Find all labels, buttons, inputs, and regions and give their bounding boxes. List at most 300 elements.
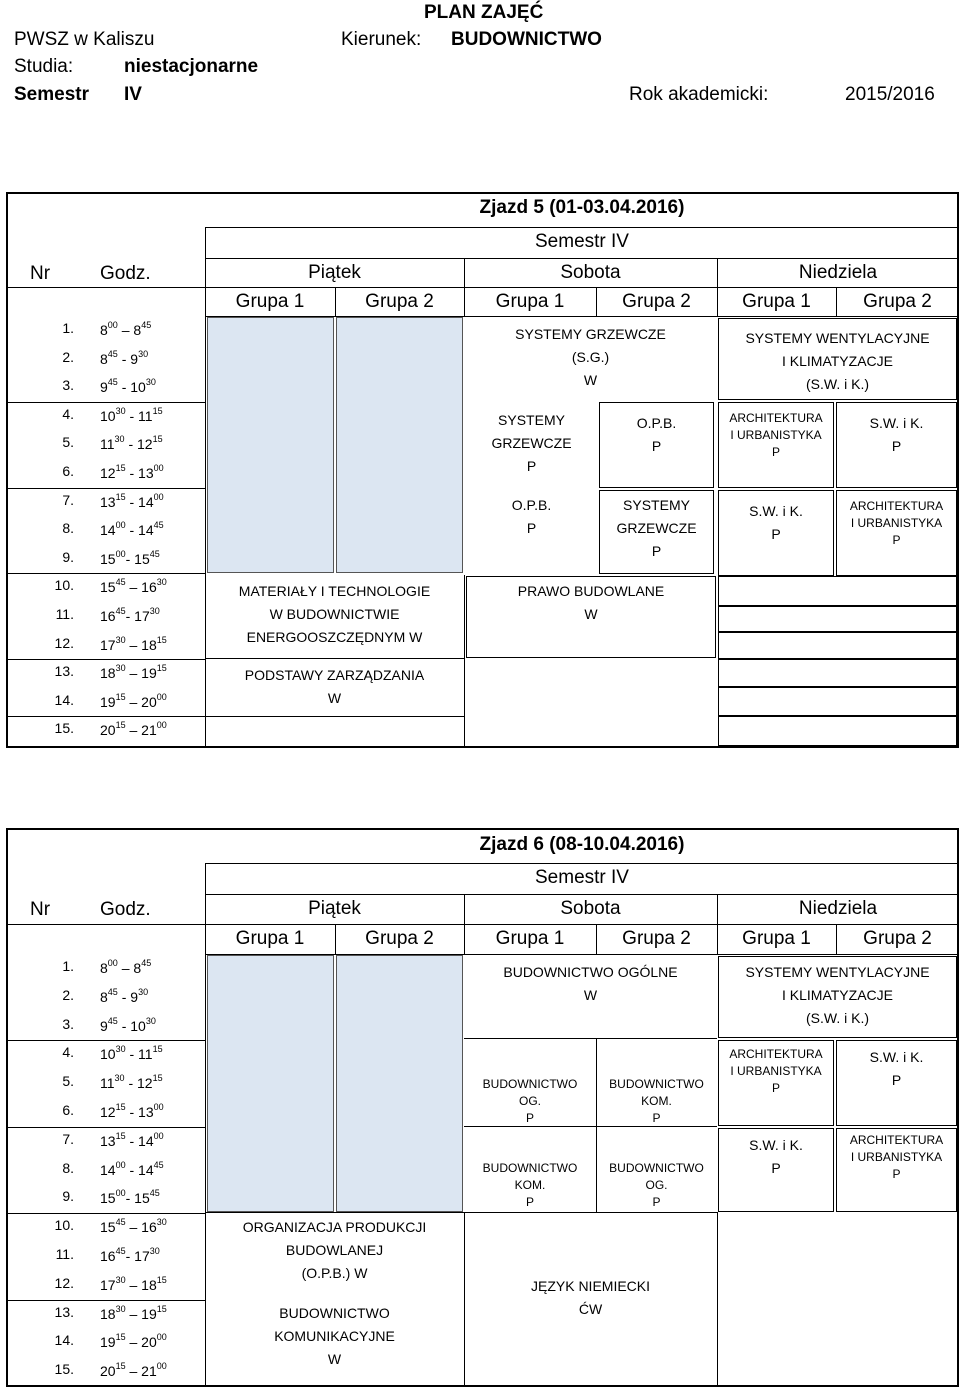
class-line: P <box>651 438 662 454</box>
class-line: GRZEWCZE <box>491 435 572 451</box>
time-part: 15 <box>100 1219 116 1236</box>
class-line: P <box>652 1195 661 1209</box>
time-part: 20 <box>141 693 157 710</box>
time-part: 17 <box>100 636 116 653</box>
time-part: 45 <box>153 1159 164 1170</box>
time-part: 45 <box>115 577 126 588</box>
class-line: JĘZYK NIEMIECKI <box>530 1278 651 1294</box>
class-line: W <box>327 690 342 706</box>
group-header: Grupa 1 <box>495 291 565 312</box>
time-part: 30 <box>145 377 156 388</box>
time-part: 16 <box>100 608 116 624</box>
group-header: Grupa 2 <box>622 291 691 312</box>
time-part: 00 <box>156 691 167 702</box>
class-line: KOMUNIKACYJNE <box>274 1328 395 1344</box>
time-part: - <box>125 1190 135 1207</box>
class-line: P <box>771 445 780 459</box>
class-line: KOM. <box>641 1094 672 1108</box>
empty-slot <box>718 632 957 659</box>
semester-heading: Semestr IV <box>535 231 629 252</box>
class-block <box>596 1076 717 1127</box>
group-header: Grupa 2 <box>863 291 932 312</box>
class-line: W <box>583 987 598 1003</box>
class-line: P <box>525 1111 534 1125</box>
time-part: – <box>117 960 134 976</box>
row-number: 2. <box>62 348 74 365</box>
time-part: 15 <box>134 550 150 567</box>
row-time <box>100 1304 167 1322</box>
time-part: 11 <box>138 407 153 424</box>
time-part: - <box>117 988 131 1005</box>
time-part: 15 <box>152 405 163 416</box>
time-part: 15 <box>100 550 116 567</box>
row-number: 1. <box>62 320 74 336</box>
time-part: 14 <box>100 1161 116 1178</box>
time-part: 00 <box>153 1130 164 1141</box>
time-part: 15 <box>115 1361 126 1372</box>
row-time <box>100 492 164 510</box>
empty-slot <box>336 955 463 1212</box>
time-part: 00 <box>115 1159 126 1170</box>
class-block <box>718 410 834 461</box>
class-line: MATERIAŁY I TECHNOLOGIE <box>238 583 431 599</box>
divider <box>6 573 205 574</box>
time-part: – <box>125 1276 142 1293</box>
class-block <box>718 1134 834 1180</box>
time-part: - <box>125 407 139 424</box>
class-line: P <box>526 458 537 474</box>
time-part: 17 <box>134 608 150 624</box>
time-part: - <box>125 1161 139 1178</box>
row-number: 12. <box>54 1274 74 1291</box>
class-block <box>464 323 717 392</box>
class-block <box>205 1216 464 1285</box>
row-time <box>100 1102 164 1120</box>
class-block <box>205 580 464 649</box>
row-time <box>100 1275 167 1293</box>
class-line: I URBANISTYKA <box>730 428 822 442</box>
divider <box>6 402 205 403</box>
divider <box>6 1300 205 1301</box>
time-part: 12 <box>100 1104 116 1120</box>
time-part: - <box>125 1104 139 1120</box>
time-part: 45 <box>115 1217 126 1228</box>
class-line: SYSTEMY <box>623 497 690 513</box>
zjazd-title: Zjazd 6 (08-10.04.2016) <box>479 834 685 855</box>
time-part: 18 <box>100 665 116 682</box>
semestr-value: IV <box>124 84 142 105</box>
time-part: – <box>117 322 134 338</box>
class-line: GRZEWCZE <box>616 520 697 536</box>
time-part: 45 <box>107 1015 118 1026</box>
time-part: 19 <box>100 693 116 710</box>
class-block <box>464 961 717 1007</box>
zjazd-title: Zjazd 5 (01-03.04.2016) <box>479 197 685 218</box>
row-number: 10. <box>54 577 74 594</box>
time-part: 45 <box>107 377 118 388</box>
time-part: 19 <box>100 1334 116 1351</box>
row-number: 4. <box>62 405 74 422</box>
row-time <box>100 1188 160 1206</box>
row-number: 13. <box>54 663 74 680</box>
class-line: OG. <box>518 1094 541 1108</box>
row-number: 11. <box>55 1246 74 1262</box>
time-part: – <box>125 665 142 682</box>
group-header: Grupa 1 <box>235 291 305 312</box>
row-time <box>100 349 148 367</box>
time-part: 11 <box>138 1046 153 1063</box>
time-part: 15 <box>115 463 126 473</box>
row-number: 7. <box>62 491 74 508</box>
time-part: 12 <box>137 436 153 453</box>
time-part: - <box>125 1248 135 1264</box>
row-time <box>100 577 167 595</box>
time-part: 21 <box>141 1363 157 1380</box>
time-part: 15 <box>156 1303 167 1314</box>
class-line: I KLIMATYZACJE <box>782 353 893 369</box>
class-line: (S.W. i K.) <box>806 1010 869 1026</box>
group-header: Grupa 1 <box>495 928 565 949</box>
divider <box>6 924 959 925</box>
time-part: 9 <box>130 988 139 1005</box>
time-part: 30 <box>149 1246 160 1256</box>
class-line: S.W. i K. <box>749 503 803 519</box>
class-line: P <box>526 520 537 536</box>
row-time <box>100 635 167 653</box>
time-part: 15 <box>152 434 163 445</box>
time-part: - <box>125 522 139 539</box>
class-block <box>836 1132 957 1183</box>
row-number: 10. <box>54 1217 74 1234</box>
class-line: P <box>525 1195 534 1209</box>
row-time <box>100 520 164 538</box>
row-number: 4. <box>62 1044 74 1061</box>
time-part: 00 <box>115 548 126 559</box>
time-part: 13 <box>100 493 116 510</box>
class-line: P <box>771 526 781 542</box>
time-part: 14 <box>138 522 154 539</box>
class-line: SYSTEMY <box>498 412 565 428</box>
time-part: 17 <box>134 1248 150 1264</box>
time-part: 8 <box>100 322 108 338</box>
empty-slot <box>718 606 957 632</box>
row-time <box>100 1361 167 1379</box>
divider <box>205 1212 464 1213</box>
divider <box>205 658 464 659</box>
class-line: P <box>771 1160 781 1176</box>
time-part: 45 <box>141 320 152 330</box>
class-block <box>464 1076 596 1127</box>
class-block <box>836 1046 957 1092</box>
time-part: 00 <box>156 720 167 731</box>
row-number: 2. <box>62 986 74 1003</box>
time-part: 8 <box>100 988 108 1005</box>
godz-header: Godz. <box>100 263 151 284</box>
day-niedziela: Niedziela <box>798 898 878 919</box>
day-sobota: Sobota <box>560 898 621 919</box>
divider <box>464 1212 717 1213</box>
row-number: 5. <box>62 1073 74 1090</box>
time-part: 00 <box>153 1102 164 1112</box>
class-block <box>718 500 834 546</box>
row-number: 7. <box>62 1130 74 1147</box>
time-part: 15 <box>115 720 126 731</box>
time-part: 18 <box>100 1305 116 1322</box>
group-header: Grupa 1 <box>742 291 811 312</box>
class-line: P <box>652 1111 661 1125</box>
kierunek-value: BUDOWNICTWO <box>451 29 602 50</box>
row-number: 6. <box>62 463 74 479</box>
divider <box>205 894 959 895</box>
class-line: BUDOWNICTWO <box>609 1161 704 1175</box>
time-part: 15 <box>115 1102 126 1112</box>
class-block <box>205 1302 464 1371</box>
kierunek-label: Kierunek: <box>341 29 422 50</box>
time-part: - <box>125 1046 139 1063</box>
class-block <box>464 1275 717 1321</box>
time-part: 12 <box>100 465 116 481</box>
class-block <box>466 580 716 626</box>
row-time <box>100 377 156 395</box>
group-header: Grupa 1 <box>235 928 305 949</box>
class-line: P <box>891 438 902 454</box>
divider <box>205 227 959 228</box>
class-line: ENERGOOSZCZĘDNYM W <box>246 629 423 645</box>
time-part: 8 <box>133 322 142 338</box>
row-number: 11. <box>55 606 74 622</box>
row-time <box>100 320 151 338</box>
time-part: 8 <box>100 960 108 976</box>
time-part: 12 <box>137 1075 153 1092</box>
divider <box>6 659 205 660</box>
time-part: 30 <box>115 1274 126 1285</box>
time-part: 14 <box>138 493 154 510</box>
row-number: 13. <box>54 1303 74 1320</box>
divider <box>464 575 465 748</box>
class-line: (S.W. i K.) <box>806 376 869 392</box>
time-part: 13 <box>100 1132 116 1149</box>
time-part: 00 <box>156 1361 167 1372</box>
semestr-label: Semestr <box>14 84 89 105</box>
semester-heading: Semestr IV <box>535 867 629 888</box>
row-number: 14. <box>54 691 74 708</box>
class-block <box>836 498 957 549</box>
time-part: 30 <box>115 405 126 416</box>
time-part: 45 <box>149 1188 160 1199</box>
time-part: 00 <box>153 491 164 502</box>
time-part: - <box>124 1075 138 1092</box>
time-part: 00 <box>107 320 118 330</box>
class-block <box>718 961 957 1030</box>
day-piatek: Piątek <box>308 898 361 919</box>
class-line: S.W. i K. <box>749 1137 803 1153</box>
time-part: 8 <box>133 960 142 976</box>
class-line: BUDOWNICTWO OGÓLNE <box>503 964 678 980</box>
rok-label: Rok akademicki: <box>629 84 769 105</box>
time-part: 9 <box>130 350 139 367</box>
row-time <box>100 1217 167 1235</box>
class-line: P <box>651 543 662 559</box>
row-time <box>100 958 151 976</box>
divider <box>6 488 205 489</box>
class-line: PODSTAWY ZARZĄDZANIA <box>244 667 425 683</box>
row-number: 9. <box>62 1188 74 1205</box>
time-part: 15 <box>115 1332 126 1343</box>
class-block <box>205 664 464 710</box>
divider <box>205 863 959 864</box>
time-part: 10 <box>130 379 146 396</box>
class-line: O.P.B. <box>511 497 552 513</box>
time-part: 30 <box>138 986 149 997</box>
row-number: 15. <box>54 720 74 737</box>
time-part: 17 <box>100 1276 116 1293</box>
time-part: - <box>125 608 135 624</box>
time-part: 15 <box>100 579 116 596</box>
class-line: BUDOWNICTWO <box>279 1305 390 1321</box>
row-number: 14. <box>54 1332 74 1349</box>
time-part: - <box>125 493 139 510</box>
row-number: 3. <box>62 377 74 394</box>
time-part: 15 <box>115 1130 126 1141</box>
time-part: 14 <box>138 1161 154 1178</box>
class-line: I URBANISTYKA <box>850 516 943 530</box>
time-part: 30 <box>114 434 125 445</box>
row-number: 3. <box>62 1015 74 1032</box>
time-part: 00 <box>115 520 126 531</box>
time-part: 20 <box>100 1363 116 1380</box>
time-part: 15 <box>115 491 126 502</box>
time-part: 11 <box>100 1075 115 1092</box>
divider <box>6 287 959 288</box>
group-header: Grupa 2 <box>365 928 434 949</box>
university-name: PWSZ w Kaliszu <box>14 29 155 50</box>
time-part: - <box>124 436 138 453</box>
time-part: 30 <box>115 1044 126 1055</box>
row-time <box>100 1073 163 1091</box>
time-part: 16 <box>141 579 157 596</box>
time-part: 00 <box>153 463 164 473</box>
row-time <box>100 1246 160 1264</box>
row-number: 8. <box>62 520 74 537</box>
nr-header: Nr <box>30 263 51 284</box>
class-line: W <box>583 372 598 388</box>
group-header: Grupa 2 <box>365 291 434 312</box>
time-part: 00 <box>156 1332 167 1343</box>
time-part: 30 <box>156 1217 167 1228</box>
row-time <box>100 406 163 424</box>
class-line: P <box>892 533 901 547</box>
time-part: 10 <box>100 1046 116 1063</box>
class-line: SYSTEMY GRZEWCZE <box>515 326 666 342</box>
class-line: ARCHITEKTURA <box>849 1133 944 1147</box>
class-block <box>599 412 714 458</box>
empty-slot <box>718 576 957 606</box>
row-time <box>100 549 160 567</box>
time-part: 20 <box>141 1334 157 1351</box>
row-number: 1. <box>62 958 74 974</box>
row-time <box>100 1044 163 1062</box>
class-line: O.P.B. <box>636 415 677 431</box>
divider <box>717 1212 718 1387</box>
time-part: 15 <box>156 663 167 674</box>
time-part: 15 <box>156 1274 167 1285</box>
divider <box>6 1040 205 1041</box>
row-number: 9. <box>62 548 74 565</box>
class-line: ĆW <box>578 1301 603 1317</box>
godz-header: Godz. <box>100 899 151 920</box>
time-part: – <box>125 693 142 710</box>
page-title: PLAN ZAJĘĆ <box>424 2 544 23</box>
class-line: ARCHITEKTURA <box>729 1047 823 1061</box>
time-part: 30 <box>145 1015 156 1026</box>
class-line: W <box>584 606 598 622</box>
class-block <box>596 1160 717 1211</box>
group-header: Grupa 2 <box>622 928 691 949</box>
time-part: 45 <box>141 958 152 968</box>
row-time <box>100 434 163 452</box>
class-line: ORGANIZACJA PRODUKCJI <box>242 1219 427 1235</box>
row-number: 15. <box>54 1361 74 1378</box>
empty-slot <box>718 716 957 746</box>
row-number: 6. <box>62 1102 74 1118</box>
row-time <box>100 692 167 710</box>
time-part: – <box>125 1334 142 1351</box>
day-piatek: Piątek <box>308 262 361 283</box>
class-block <box>464 409 599 478</box>
time-part: 8 <box>100 350 108 367</box>
row-time <box>100 1160 164 1178</box>
nr-header: Nr <box>30 899 51 920</box>
time-part: 30 <box>138 348 149 359</box>
time-part: - <box>117 379 131 396</box>
class-block <box>599 494 714 563</box>
time-part: – <box>125 636 142 653</box>
class-line: S.W. i K. <box>869 1049 924 1065</box>
time-part: - <box>117 350 131 367</box>
class-line: OG. <box>645 1178 668 1192</box>
class-line: W <box>327 1351 342 1367</box>
time-part: 19 <box>141 665 157 682</box>
time-part: 15 <box>152 1073 163 1084</box>
time-part: - <box>125 465 139 481</box>
row-time <box>100 606 160 624</box>
class-line: BUDOWNICTWO <box>609 1077 704 1091</box>
time-part: 45 <box>153 520 164 531</box>
time-part: 30 <box>115 634 126 645</box>
time-part: 16 <box>141 1219 157 1236</box>
studia-label: Studia: <box>14 56 74 77</box>
divider <box>6 716 464 717</box>
class-block <box>718 1046 834 1097</box>
time-part: 15 <box>156 634 167 645</box>
time-part: 30 <box>149 606 160 616</box>
class-line: BUDOWNICTWO <box>482 1077 578 1091</box>
time-part: 30 <box>114 1073 125 1084</box>
class-block <box>718 327 957 396</box>
class-line: (O.P.B.) W <box>301 1265 368 1281</box>
time-part: 18 <box>141 1276 157 1293</box>
class-line: ARCHITEKTURA <box>849 499 944 513</box>
time-part: – <box>125 579 142 596</box>
class-line: I URBANISTYKA <box>850 1150 943 1164</box>
time-part: 30 <box>115 663 126 674</box>
day-niedziela: Niedziela <box>798 262 878 283</box>
class-line: (S.G.) <box>571 349 610 365</box>
time-part: 00 <box>107 958 118 968</box>
class-line: P <box>891 1072 902 1088</box>
time-part: 10 <box>100 407 116 424</box>
time-part: 15 <box>115 691 126 702</box>
